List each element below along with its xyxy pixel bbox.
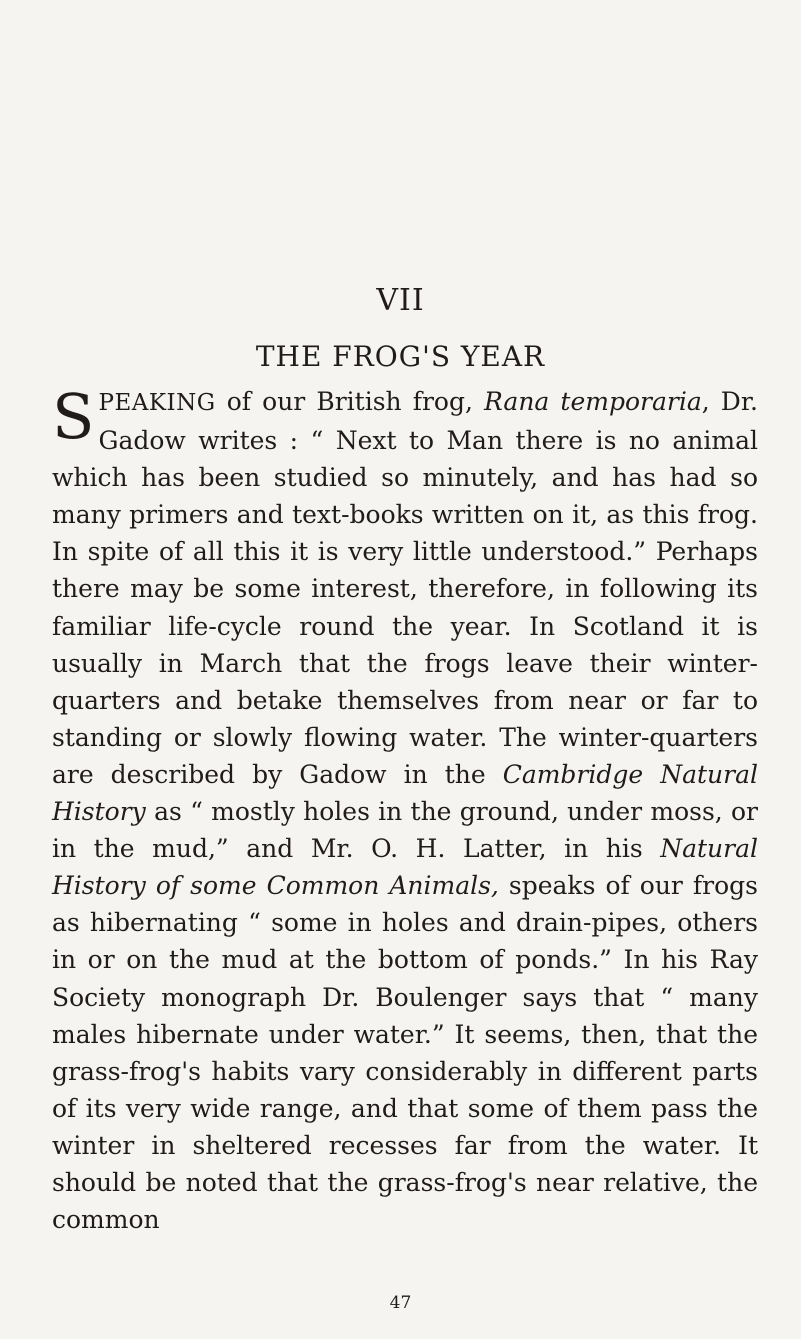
book-title: Natural History of some Common Animals, (52, 834, 758, 901)
drop-cap: S (52, 380, 95, 453)
text-segment: speaks of our frogs as hibernating “ some in holes and drain-pipes, others in or on the mud at the bottom of ponds.” In his Ray Society monograph Dr. Boulenger says that “ many males hibernate under water.” It seems, then, that the grass-frog's habits vary considerably in different parts of its very wide range, and that some of them pass the winter in sheltered recesses far from the water. It should be noted that the grass-frog's near relative, the common (52, 871, 758, 1235)
book-title: Cambridge Natural History (52, 759, 758, 827)
text-segment: as “ mostly holes in the ground, under moss, or in the mud,” and Mr. O. H. Latter, in his (52, 797, 758, 864)
species-name: Rana temporaria (484, 387, 702, 416)
text-segment: of our British frog, (215, 387, 485, 416)
body-paragraph (52, 380, 758, 1238)
chapter-number: VII (376, 283, 425, 318)
chapter-title: THE FROG'S YEAR (255, 340, 546, 373)
text-segment: , Dr. Gadow writes : “ Next to Man there is no animal which has been studied so minutely, and has had so many primers and text-books written on it, as this frog. In spite of all this it is very little understood.” Perhaps there may be some interest, therefore, in following its familiar life-cycle round the year. In Scotland it is usually in March that the frogs leave their winter-quarters and betake themselves from near or far to standing or slowly flowing water. The winter-quarters are described by Gadow in the (52, 387, 758, 789)
opening-caps: PEAKING (98, 390, 216, 416)
page-number: 47 (389, 1293, 412, 1313)
